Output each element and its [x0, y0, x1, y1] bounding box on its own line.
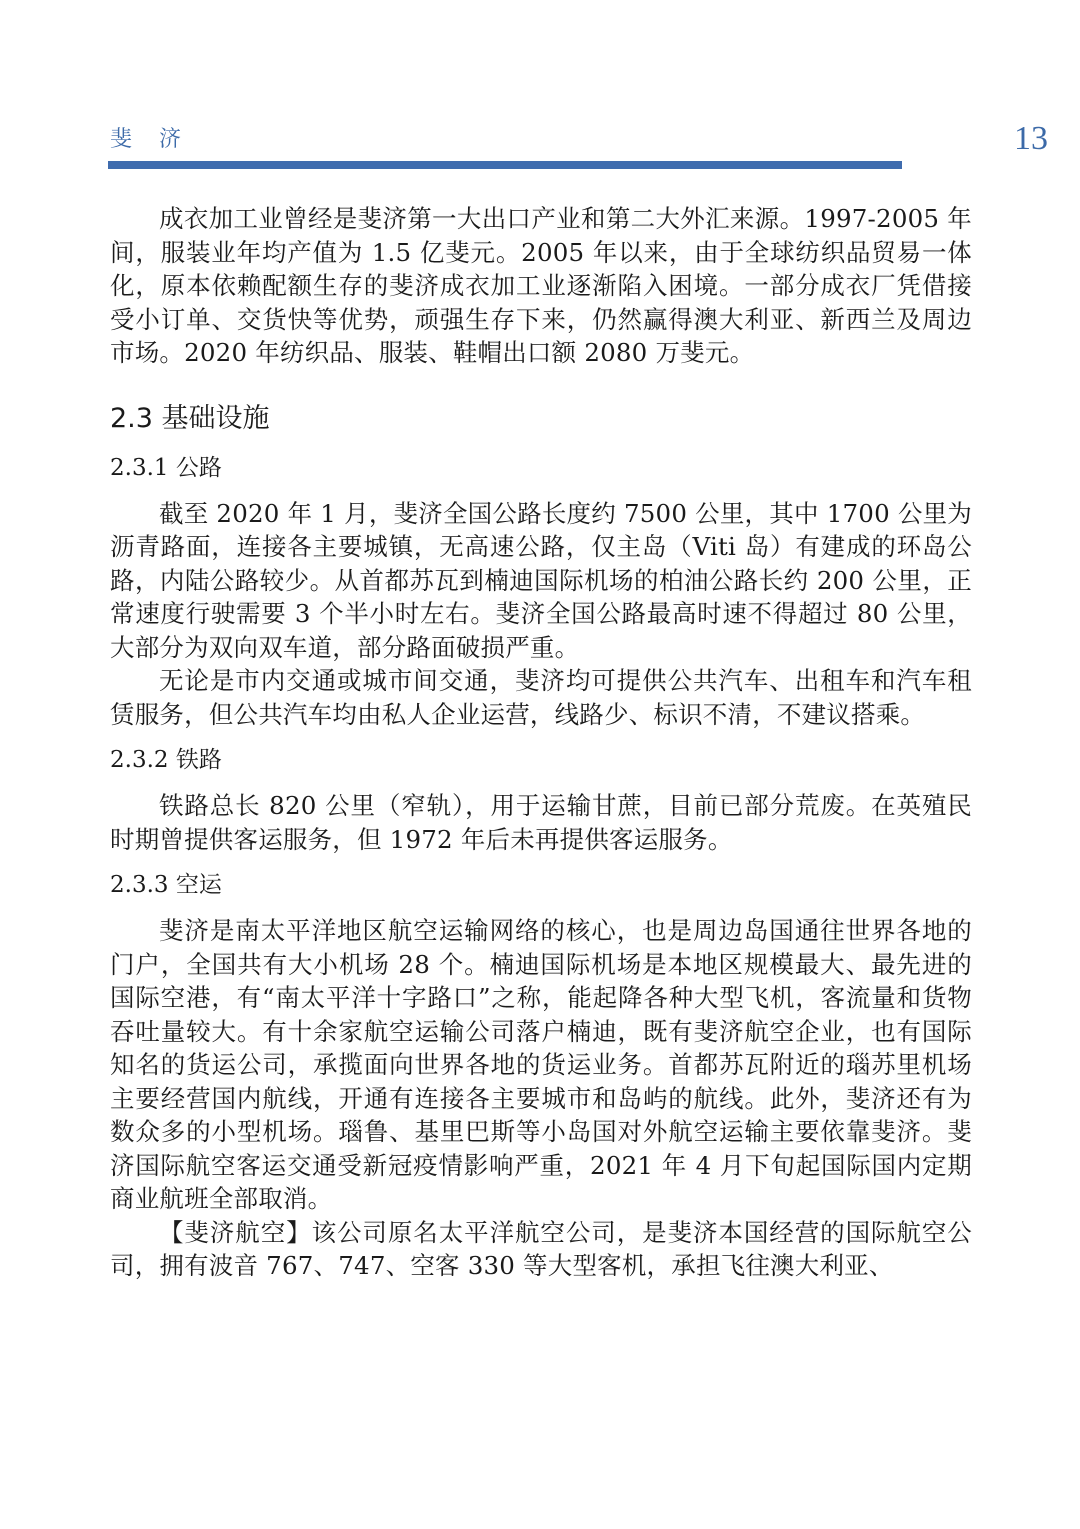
roads-paragraph-2: 无论是市内交通或城市间交通，斐济均可提供公共汽车、出租车和汽车租赁服务，但公共汽车均由私人企业运营，线路少、标识不清，不建议搭乘。	[110, 666, 972, 729]
section-heading-infrastructure: 2.3 基础设施	[110, 402, 270, 434]
page-body	[110, 202, 972, 1283]
subsection-heading-air-transport: 2.3.3 空运	[110, 872, 222, 898]
running-header-title: 斐 济	[110, 127, 191, 152]
page-number: 13	[1014, 120, 1048, 157]
subsection-heading-railway: 2.3.2 铁路	[110, 747, 222, 773]
railway-paragraph: 铁路总长 820 公里（窄轨），用于运输甘蔗，目前已部分荒废。在英殖民时期曾提供客运服务，但 1972 年后未再提供客运服务。	[110, 791, 972, 854]
air-transport-paragraph-1: 斐济是南太平洋地区航空运输网络的核心，也是周边岛国通往世界各地的门户，全国共有大小机场 28 个。楠迪国际机场是本地区规模最大、最先进的国际空港，有“南太平洋十字路口”之称，能起降各种大型飞机，客流量和货物吞吐量较大。有十余家航空运输公司落户楠迪，既有斐济航空企业，也有国际知名的货运公司，承揽面向世界各地的货运业务。首都苏瓦附近的瑙苏里机场主要经营国内航线，开通有连接各主要城市和岛屿的航线。此外，斐济还有为数众多的小型机场。瑙鲁、基里巴斯等小岛国对外航空运输主要依靠斐济。斐济国际航空客运交通受新冠疫情影响严重，2021 年 4 月下旬起国际国内定期商业航班全部取消。	[110, 916, 972, 1213]
garment-industry-paragraph: 成衣加工业曾经是斐济第一大出口产业和第二大外汇来源。1997-2005 年间，服装业年均产值为 1.5 亿斐元。2005 年以来，由于全球纺织品贸易一体化，原本依赖配额生存的斐济成衣加工业逐渐陷入困境。一部分成衣厂凭借接受小订单、交货快等优势，顽强生存下来，仍然赢得澳大利亚、新西兰及周边市场。2020 年纺织品、服装、鞋帽出口额 2080 万斐元。	[110, 204, 972, 367]
fiji-airways-paragraph: 【斐济航空】该公司原名太平洋航空公司，是斐济本国经营的国际航空公司，拥有波音 767、747、空客 330 等大型客机，承担飞往澳大利亚、	[110, 1217, 972, 1280]
header-rule	[108, 161, 902, 169]
subsection-heading-roads: 2.3.1 公路	[110, 454, 222, 481]
roads-paragraph-1: 截至 2020 年 1 月，斐济全国公路长度约 7500 公里，其中 1700 公里为沥青路面，连接各主要城镇，无高速公路，仅主岛（Viti 岛）有建成的环岛公路，内陆公路较少。从首都苏瓦到楠迪国际机场的柏油公路长约 200 公里，正常速度行驶需要 3 个半小时左右。斐济全国公路最高时速不得超过 80 公里，大部分为双向双车道，部分路面破损严重。	[110, 498, 972, 662]
